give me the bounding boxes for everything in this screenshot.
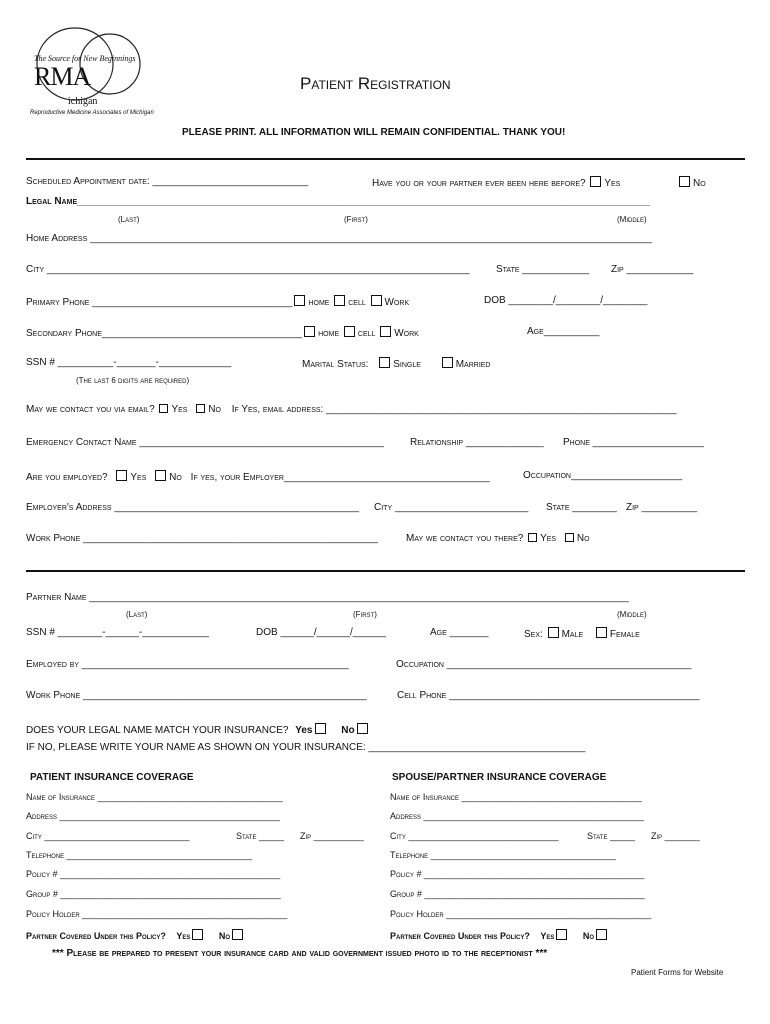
spouse-ins-holder-field[interactable]: Policy Holder _________________________________________	[390, 909, 652, 919]
patient-ins-address-field[interactable]: Address ____________________________________________	[26, 811, 280, 821]
employed-row	[26, 470, 490, 483]
marital-label: Marital Status:	[302, 359, 369, 370]
partner-sex-row	[524, 627, 640, 640]
zip-field[interactable]: Zip ____________	[611, 264, 694, 275]
been-here-yes-label: Yes	[604, 178, 621, 189]
male-label: Male	[561, 629, 584, 640]
patient-ins-state-field[interactable]: State _____	[236, 831, 284, 841]
patient-ins-policy-field[interactable]: Policy # ____________________________________________	[26, 869, 281, 879]
married-checkbox[interactable]	[442, 357, 453, 368]
spouse-ins-address-field[interactable]: Address ____________________________________________	[390, 811, 644, 821]
female-label: Female	[609, 629, 640, 640]
employer-city-field[interactable]: City ________________________	[374, 502, 529, 513]
age-field[interactable]: Age__________	[527, 326, 600, 337]
single-label: Single	[393, 359, 421, 370]
spouse-insurance-heading: SPOUSE/PARTNER INSURANCE COVERAGE	[392, 772, 607, 783]
logo-state: ichigan	[68, 96, 98, 107]
spouse-ins-state-field[interactable]: State _____	[587, 831, 635, 841]
spouse-ins-group-field[interactable]: Group # ____________________________________________	[390, 889, 645, 899]
spouse-covered-yes-checkbox[interactable]	[556, 929, 567, 940]
marital-status	[302, 357, 490, 370]
patient-covered-yes-label: Yes	[176, 931, 191, 941]
spouse-covered-row	[390, 929, 610, 941]
contact-there-row	[406, 533, 590, 544]
primary-home-label: home	[308, 297, 330, 308]
contact-there-yes-label: Yes	[540, 533, 557, 544]
ssn-field[interactable]: SSN # __________-_______-_____________	[26, 357, 232, 368]
logo-letters: RMA	[34, 62, 91, 91]
patient-covered-row	[26, 929, 246, 941]
state-field[interactable]: State ____________	[496, 264, 590, 275]
been-here-no-label: No	[693, 178, 706, 189]
spouse-covered-no-label: No	[582, 931, 595, 941]
email-no-checkbox[interactable]	[196, 404, 205, 413]
legal-name-field[interactable]: Legal Name_______________________________________________________________________________________________________	[26, 196, 650, 207]
ssn-note: (The last 6 digits are required)	[76, 376, 190, 385]
emergency-phone-field[interactable]: Phone ____________________	[563, 437, 704, 448]
employed-label: Are you employed?	[26, 472, 108, 483]
work-phone-field[interactable]: Work Phone _____________________________________________________	[26, 533, 378, 544]
legal-match-no-label: No	[341, 725, 355, 736]
employed-no-checkbox[interactable]	[155, 470, 166, 481]
patient-covered-label: Partner Covered Under this Policy?	[26, 931, 166, 941]
secondary-home-label: home	[318, 328, 340, 339]
employed-yes-checkbox[interactable]	[116, 470, 127, 481]
legal-name-middle-hint: (Middle)	[617, 215, 647, 224]
partner-divider	[26, 570, 745, 572]
occupation-field[interactable]: Occupation____________________	[523, 470, 683, 481]
home-address-field[interactable]: Home Address _____________________________________________________________________________________________________	[26, 233, 652, 244]
scheduled-appointment-field[interactable]: Scheduled Appointment date: ____________________________	[26, 176, 309, 187]
city-field[interactable]: City ____________________________________________________________________________	[26, 264, 470, 275]
patient-covered-no-label: No	[218, 931, 231, 941]
relationship-field[interactable]: Relationship ______________	[410, 437, 544, 448]
partner-middle-hint: (Middle)	[617, 610, 647, 619]
legal-match-yes-label: Yes	[295, 725, 313, 736]
email-yes-checkbox[interactable]	[159, 404, 168, 413]
patient-ins-telephone-field[interactable]: Telephone _____________________________________	[26, 850, 252, 860]
employed-yes-label: Yes	[130, 472, 147, 483]
partner-last-hint: (Last)	[126, 610, 148, 619]
partner-occupation-field[interactable]: Occupation ____________________________________________	[396, 659, 692, 670]
spouse-ins-zip-field[interactable]: Zip _______	[651, 831, 700, 841]
been-here-no	[677, 176, 706, 189]
email-yes-label: Yes	[171, 404, 188, 415]
secondary-work-checkbox[interactable]	[380, 326, 391, 337]
patient-ins-city-field[interactable]: City _____________________________	[26, 831, 190, 841]
contact-there-no-label: No	[576, 533, 590, 544]
employer-zip-field[interactable]: Zip __________	[626, 502, 698, 513]
patient-insurance-heading: PATIENT INSURANCE COVERAGE	[30, 772, 194, 783]
legal-name-first-hint: (First)	[344, 215, 368, 224]
female-checkbox[interactable]	[596, 627, 607, 638]
partner-ssn-field[interactable]: SSN # ________-______-____________	[26, 627, 209, 638]
secondary-work-label: Work	[394, 328, 419, 339]
insurance-name-field[interactable]: IF NO, PLEASE WRITE YOUR NAME AS SHOWN ON YOUR INSURANCE: _______________________________________	[26, 742, 586, 753]
partner-dob-field[interactable]: DOB ______/______/______	[256, 627, 387, 638]
patient-ins-name-field[interactable]: Name of Insurance _____________________________________	[26, 792, 283, 802]
partner-age-field[interactable]: Age _______	[430, 627, 489, 638]
spouse-ins-policy-field[interactable]: Policy # ____________________________________________	[390, 869, 645, 879]
secondary-phone-field	[26, 326, 419, 339]
email-address-field[interactable]: If Yes, email address: _______________________________________________________________	[231, 404, 677, 415]
emergency-contact-field[interactable]: Emergency Contact Name ____________________________________________	[26, 437, 385, 448]
been-here-before	[372, 176, 620, 189]
contact-email-label: May we contact you via email?	[26, 404, 155, 415]
secondary-home-checkbox[interactable]	[304, 326, 315, 337]
partner-employed-by-field[interactable]: Employed by ________________________________________________	[26, 659, 349, 670]
employed-no-label: No	[169, 472, 182, 483]
primary-work-checkbox[interactable]	[371, 295, 382, 306]
primary-phone-input[interactable]: Primary Phone ____________________________________	[26, 297, 293, 308]
secondary-cell-checkbox[interactable]	[344, 326, 355, 337]
logo-tagline: The Source for New Beginnings	[34, 54, 136, 63]
been-here-label: Have you or your partner ever been here before?	[372, 178, 586, 189]
page-title: Patient Registration	[300, 74, 451, 93]
employer-field[interactable]: If yes, your Employer_____________________________________	[190, 472, 490, 483]
patient-covered-no-checkbox[interactable]	[232, 929, 243, 940]
primary-cell-label: cell	[348, 297, 366, 308]
secondary-cell-label: cell	[357, 328, 376, 339]
dob-field[interactable]: DOB ________/________/________	[484, 295, 648, 306]
contact-email-row	[26, 404, 676, 415]
been-here-yes-checkbox[interactable]	[590, 176, 601, 187]
partner-cell-phone-field[interactable]: Cell Phone _____________________________________________	[397, 690, 700, 701]
secondary-phone-input[interactable]: Secondary Phone____________________________________	[26, 328, 303, 339]
employer-address-field[interactable]: Employer's Address ____________________________________________	[26, 502, 360, 513]
sex-label: Sex:	[524, 629, 543, 640]
contact-there-yes-checkbox[interactable]	[528, 533, 537, 542]
spouse-covered-no-checkbox[interactable]	[596, 929, 607, 940]
legal-name-match-row	[26, 723, 371, 736]
legal-match-no-checkbox[interactable]	[357, 723, 368, 734]
primary-work-label: Work	[384, 297, 410, 308]
legal-name-last-hint: (Last)	[118, 215, 140, 224]
patient-ins-holder-field[interactable]: Policy Holder _________________________________________	[26, 909, 288, 919]
top-divider	[26, 158, 745, 160]
partner-first-hint: (First)	[353, 610, 377, 619]
email-no-label: No	[208, 404, 221, 415]
logo	[30, 24, 160, 119]
patient-ins-group-field[interactable]: Group # ____________________________________________	[26, 889, 281, 899]
primary-phone-field	[26, 295, 409, 308]
spouse-covered-yes-label: Yes	[540, 931, 555, 941]
primary-cell-checkbox[interactable]	[334, 295, 345, 306]
single-checkbox[interactable]	[379, 357, 390, 368]
spouse-ins-name-field[interactable]: Name of Insurance ____________________________________	[390, 792, 642, 802]
confidential-notice: PLEASE PRINT. ALL INFORMATION WILL REMAIN CONFIDENTIAL. THANK YOU!	[182, 127, 566, 138]
contact-there-label: May we contact you there?	[406, 533, 524, 544]
partner-work-phone-field[interactable]: Work Phone ___________________________________________________	[26, 690, 367, 701]
partner-name-field[interactable]: Partner Name _________________________________________________________________________________________________	[26, 592, 629, 603]
patient-covered-yes-checkbox[interactable]	[192, 929, 203, 940]
legal-match-yes-checkbox[interactable]	[315, 723, 326, 734]
spouse-ins-telephone-field[interactable]: Telephone _____________________________________	[390, 850, 616, 860]
logo-org: Reproductive Medicine Associates of Michigan	[30, 110, 154, 116]
married-label: Married	[455, 359, 491, 370]
spouse-covered-label: Partner Covered Under this Policy?	[390, 931, 530, 941]
male-checkbox[interactable]	[548, 627, 559, 638]
footer-notice: *** Please be prepared to present your insurance card and valid government issued photo id to the receptionist ***	[52, 948, 548, 959]
legal-match-label: DOES YOUR LEGAL NAME MATCH YOUR INSURANCE?	[26, 725, 289, 736]
patient-ins-zip-field[interactable]: Zip __________	[300, 831, 364, 841]
been-here-no-checkbox[interactable]	[679, 176, 690, 187]
contact-there-no-checkbox[interactable]	[565, 533, 574, 542]
employer-state-field[interactable]: State ________	[546, 502, 617, 513]
spouse-ins-city-field[interactable]: City ______________________________	[390, 831, 559, 841]
footer-note: Patient Forms for Website	[631, 968, 724, 977]
primary-home-checkbox[interactable]	[294, 295, 305, 306]
